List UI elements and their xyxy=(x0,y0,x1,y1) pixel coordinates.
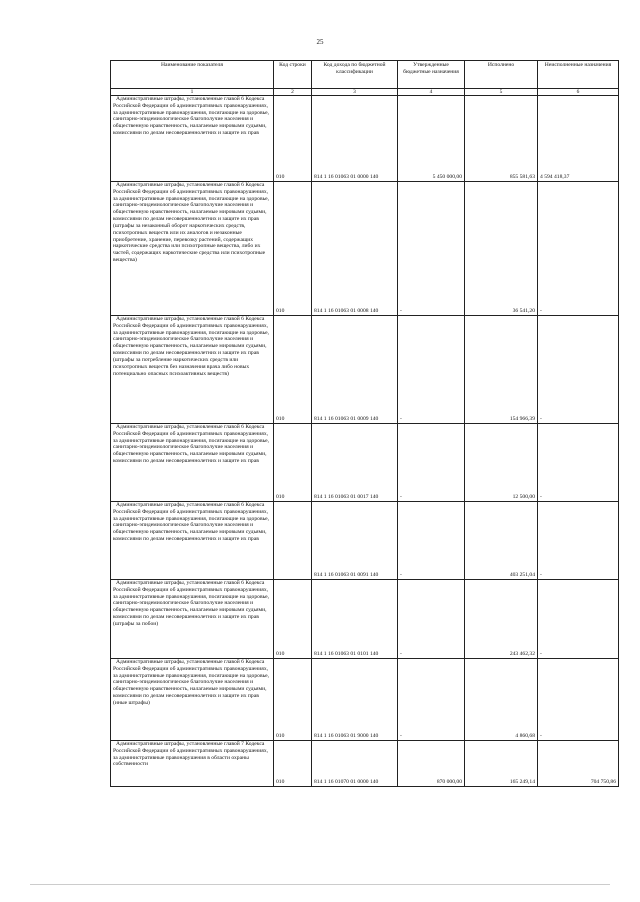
table-header-row xyxy=(111,61,619,89)
table-row xyxy=(111,96,619,182)
executed-amount: 855 581,63 xyxy=(465,96,538,182)
classification-code: 814 1 16 01063 01 0009 140 xyxy=(312,316,398,424)
indicator-name: Административные штрафы, установленные главой 6 Кодекса Российской Федерации об административных правонарушениях, за административные правонарушения, посягающие на здоровье, санитарно-эпидемиологическое благополучие населения и общественную нравственность, налагаемые мировыми судьями, комиссиями по делам несовершеннолетних и защите их прав xyxy=(111,502,274,580)
indicator-name: Административные штрафы, установленные главой 6 Кодекса Российской Федерации об административных правонарушениях, за административные правонарушения, посягающие на здоровье, санитарно-эпидемиологическое благополучие населения и общественную нравственность, налагаемые мировыми судьями, комиссиями по делам несовершеннолетних и защите их прав (штрафы за незаконный оборот наркотических средств, психотропных веществ или их аналогов и незаконные приобретение, хранение, перевозку растений, содержащих наркотические средства или психотропные вещества, либо их частей, содержащих наркотические средства или психотропные вещества) xyxy=(111,182,274,316)
line-code: 010 xyxy=(274,424,312,502)
indicator-name: Административные штрафы, установленные главой 6 Кодекса Российской Федерации об административных правонарушениях, за административные правонарушения, посягающие на здоровье, санитарно-эпидемиологическое благополучие населения и общественную нравственность, налагаемые мировыми судьями, комиссиями по делам несовершеннолетних и защите их прав xyxy=(111,424,274,502)
table-row xyxy=(111,580,619,659)
executed-amount: 403 251,04 xyxy=(465,502,538,580)
remaining-amount: - xyxy=(538,424,619,502)
header-line-code: Код строки xyxy=(274,61,312,89)
line-code: 010 xyxy=(274,580,312,659)
column-number-row xyxy=(111,89,619,96)
line-code: 010 xyxy=(274,96,312,182)
header-approved-appropriations: Утвержденные бюджетные назначения xyxy=(398,61,465,89)
line-code xyxy=(274,502,312,580)
column-number: 6 xyxy=(538,89,619,96)
indicator-name: Административные штрафы, установленные главой 6 Кодекса Российской Федерации об административных правонарушениях, за административные правонарушения, посягающие на здоровье, санитарно-эпидемиологическое благополучие населения и общественную нравственность, налагаемые мировыми судьями, комиссиями по делам несовершеннолетних и защите их прав (штрафы за потребление наркотических средств или психотропных веществ без назначения врача либо новых потенциально опасных психоактивных веществ) xyxy=(111,316,274,424)
remaining-amount: - xyxy=(538,316,619,424)
classification-code: 814 1 16 01063 01 0000 140 xyxy=(312,96,398,182)
executed-amount: 165 249,14 xyxy=(465,741,538,787)
executed-amount: 4 860,68 xyxy=(465,659,538,741)
table-row xyxy=(111,182,619,316)
remaining-amount: 4 594 418,37 xyxy=(538,96,619,182)
column-number: 5 xyxy=(465,89,538,96)
approved-amount: - xyxy=(398,502,465,580)
classification-code: 814 1 16 01063 01 0091 140 xyxy=(312,502,398,580)
column-number: 2 xyxy=(274,89,312,96)
approved-amount: - xyxy=(398,424,465,502)
approved-amount: - xyxy=(398,182,465,316)
classification-code: 814 1 16 01063 01 9000 140 xyxy=(312,659,398,741)
column-number: 3 xyxy=(312,89,398,96)
header-budget-classification-code: Код дохода по бюджетной классификации xyxy=(312,61,398,89)
remaining-amount: 704 750,86 xyxy=(538,741,619,787)
column-number: 1 xyxy=(111,89,274,96)
remaining-amount: - xyxy=(538,502,619,580)
header-unexecuted-appropriations: Неисполненные назначения xyxy=(538,61,619,89)
indicator-name: Административные штрафы, установленные главой 7 Кодекса Российской Федерации об административных правонарушениях, за административные правонарушения в области охраны собственности xyxy=(111,741,274,787)
executed-amount: 36 541,20 xyxy=(465,182,538,316)
classification-code: 814 1 16 01063 01 0101 140 xyxy=(312,580,398,659)
line-code: 010 xyxy=(274,182,312,316)
page-bottom-rule xyxy=(30,884,610,885)
approved-amount: - xyxy=(398,580,465,659)
table-row xyxy=(111,316,619,424)
table-row xyxy=(111,659,619,741)
executed-amount: 12 500,00 xyxy=(465,424,538,502)
executed-amount: 154 966,39 xyxy=(465,316,538,424)
executed-amount: 243 462,32 xyxy=(465,580,538,659)
page-number: 25 xyxy=(316,38,324,46)
line-code: 010 xyxy=(274,316,312,424)
column-number: 4 xyxy=(398,89,465,96)
classification-code: 814 1 16 01070 01 0000 140 xyxy=(312,741,398,787)
classification-code: 814 1 16 01063 01 0017 140 xyxy=(312,424,398,502)
classification-code: 814 1 16 01063 01 0008 140 xyxy=(312,182,398,316)
remaining-amount: - xyxy=(538,659,619,741)
approved-amount: 870 000,00 xyxy=(398,741,465,787)
table-row xyxy=(111,424,619,502)
header-executed: Исполнено xyxy=(465,61,538,89)
remaining-amount: - xyxy=(538,182,619,316)
indicator-name: Административные штрафы, установленные главой 6 Кодекса Российской Федерации об административных правонарушениях, за административные правонарушения, посягающие на здоровье, санитарно-эпидемиологическое благополучие населения и общественную нравственность, налагаемые мировыми судьями, комиссиями по делам несовершеннолетних и защите их прав (штрафы за побои) xyxy=(111,580,274,659)
table-row xyxy=(111,741,619,787)
line-code: 010 xyxy=(274,659,312,741)
remaining-amount: - xyxy=(538,580,619,659)
header-indicator-name: Наименование показателя xyxy=(111,61,274,89)
table-row xyxy=(111,502,619,580)
approved-amount: 5 450 000,00 xyxy=(398,96,465,182)
revenue-report-table xyxy=(110,60,619,787)
approved-amount: - xyxy=(398,659,465,741)
indicator-name: Административные штрафы, установленные главой 6 Кодекса Российской Федерации об административных правонарушениях, за административные правонарушения, посягающие на здоровье, санитарно-эпидемиологическое благополучие населения и общественную нравственность, налагаемые мировыми судьями, комиссиями по делам несовершеннолетних и защите их прав xyxy=(111,96,274,182)
line-code: 010 xyxy=(274,741,312,787)
indicator-name: Административные штрафы, установленные главой 6 Кодекса Российской Федерации об административных правонарушениях, за административные правонарушения, посягающие на здоровье, санитарно-эпидемиологическое благополучие населения и общественную нравственность, налагаемые мировыми судьями, комиссиями по делам несовершеннолетних и защите их прав (иные штрафы) xyxy=(111,659,274,741)
approved-amount: - xyxy=(398,316,465,424)
